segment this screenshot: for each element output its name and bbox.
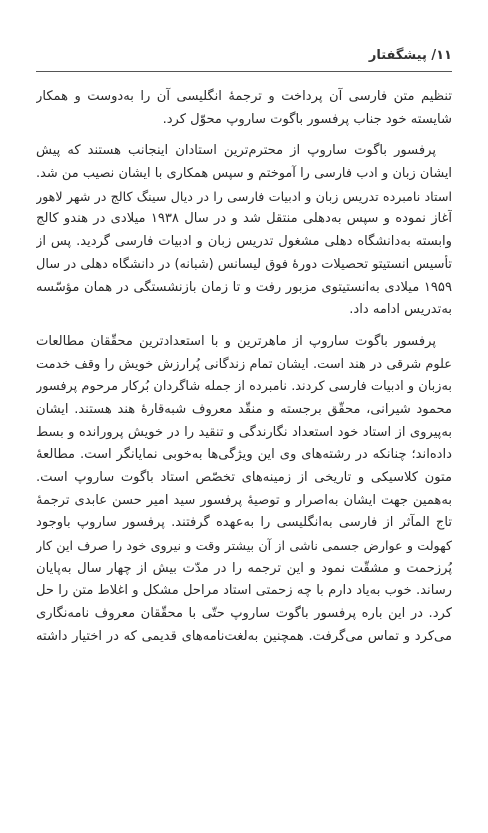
text-line: علوم شرقی در هند است. ایشان تمام زندگانی پُرارزش خویش را وقف خدمت (36, 356, 452, 372)
text-line: آغاز نموده و سپس به‌دهلی منتقل شد و در سال ۱۹۳۸ میلادی در هندو کالج (36, 211, 452, 227)
text-line: متون کلاسیکی و تاریخی از زمینه‌های تخصّص استاد باگوت ساروپ است. (36, 470, 452, 485)
paragraph-gap (36, 131, 452, 140)
text-line: به‌زبان و ادبیات فارسی کردند. نامبرده از جمله شاگردان بُرکار مرحوم پرفسور (36, 379, 452, 395)
text-line: به‌همین جهت ایشان به‌اصرار و توصیهٔ پرفسور سید امیر حسن عابدی ترجمهٔ (36, 492, 452, 508)
body-text (36, 86, 452, 649)
text-line: استاد نامبرده تدریس زبان و ادبیات فارسی را در دیال سینگ کالج در شهر لاهور (36, 188, 452, 204)
text-line: می‌کرد و تماس می‌گرفت. همچنین به‌لغت‌نامه‌های قدیمی که در اختیار داشته (36, 628, 452, 644)
text-line: به‌تدریس ادامه داد. (349, 302, 452, 318)
paragraph-gap (36, 322, 452, 331)
text-line: کرد. در این باره پرفسور باگوت ساروپ حتّی با محقّقان معروف نامه‌نگاری (36, 606, 452, 622)
text-line: تنظیم متن فارسی آن پرداخت و ترجمهٔ انگلیسی آن را به‌دوست و همکار (36, 89, 452, 104)
running-head: ۱۱/ پیشگفتار (368, 48, 452, 63)
text-line: داده‌اند؛ چنانکه در رشته‌های وی این ویژگی‌ها به‌خوبی نمایانگر است. مطالعهٔ (36, 447, 452, 463)
text-line: تأسیس انستیتو تحصیلات دورهٔ فوق لیسانس (شبانه) در دانشگاه دهلی در سال (36, 256, 452, 272)
text-line: ۱۹۵۹ میلادی به‌انستیتوی مزبور رفت و تا زمان بازنشستگی در همان مؤسّسه (36, 279, 452, 295)
text-line: ایشان زبان و ادب فارسی را آموختم و سپس همکاری با ایشان نصیب من شد. (36, 166, 452, 182)
text-line: پُرزحمت و مشقّت نمود و این ترجمه را در مدّت بیش از چهار سال به‌پایان (36, 560, 452, 576)
header-rule (36, 71, 452, 72)
text-line: پرفسور باگوت ساروپ از محترم‌ترین استادان اینجانب هستند که پیش (36, 143, 436, 159)
text-line: پرفسور باگوت ساروپ از ماهرترین و با استعدادترین محقّقان مطالعات (36, 333, 436, 349)
text-line: وابسته به‌دانشگاه دهلی مشغول تدریس زبان و ادبیات فارسی گردید. پس از (36, 234, 452, 250)
text-line: به‌پیروی از استاد خود استعداد نگارندگی و تنقید را در خویش پرورانده و بسط (36, 424, 452, 440)
text-line: محمود شیرانی، محقّق برجسته و منقّد معروف شبه‌قارهٔ هند هستند. ایشان (36, 401, 452, 417)
text-line: رساند. خوب به‌یاد دارم با چه زحمتی استاد مراحل مشکل و اغلاط متن را حل (36, 583, 452, 599)
text-line: کهولت و عوارض جسمی ناشی از آن بیشتر وقت و نیروی خود را صرف این کار (36, 538, 452, 554)
text-line: تاج المآثر از فارسی به‌انگلیسی را به‌عهده گرفتند. پرفسور ساروپ باوجود (36, 515, 452, 531)
text-line: شایسته خود جناب پرفسور باگوت ساروپ محوّل کرد. (162, 111, 452, 127)
